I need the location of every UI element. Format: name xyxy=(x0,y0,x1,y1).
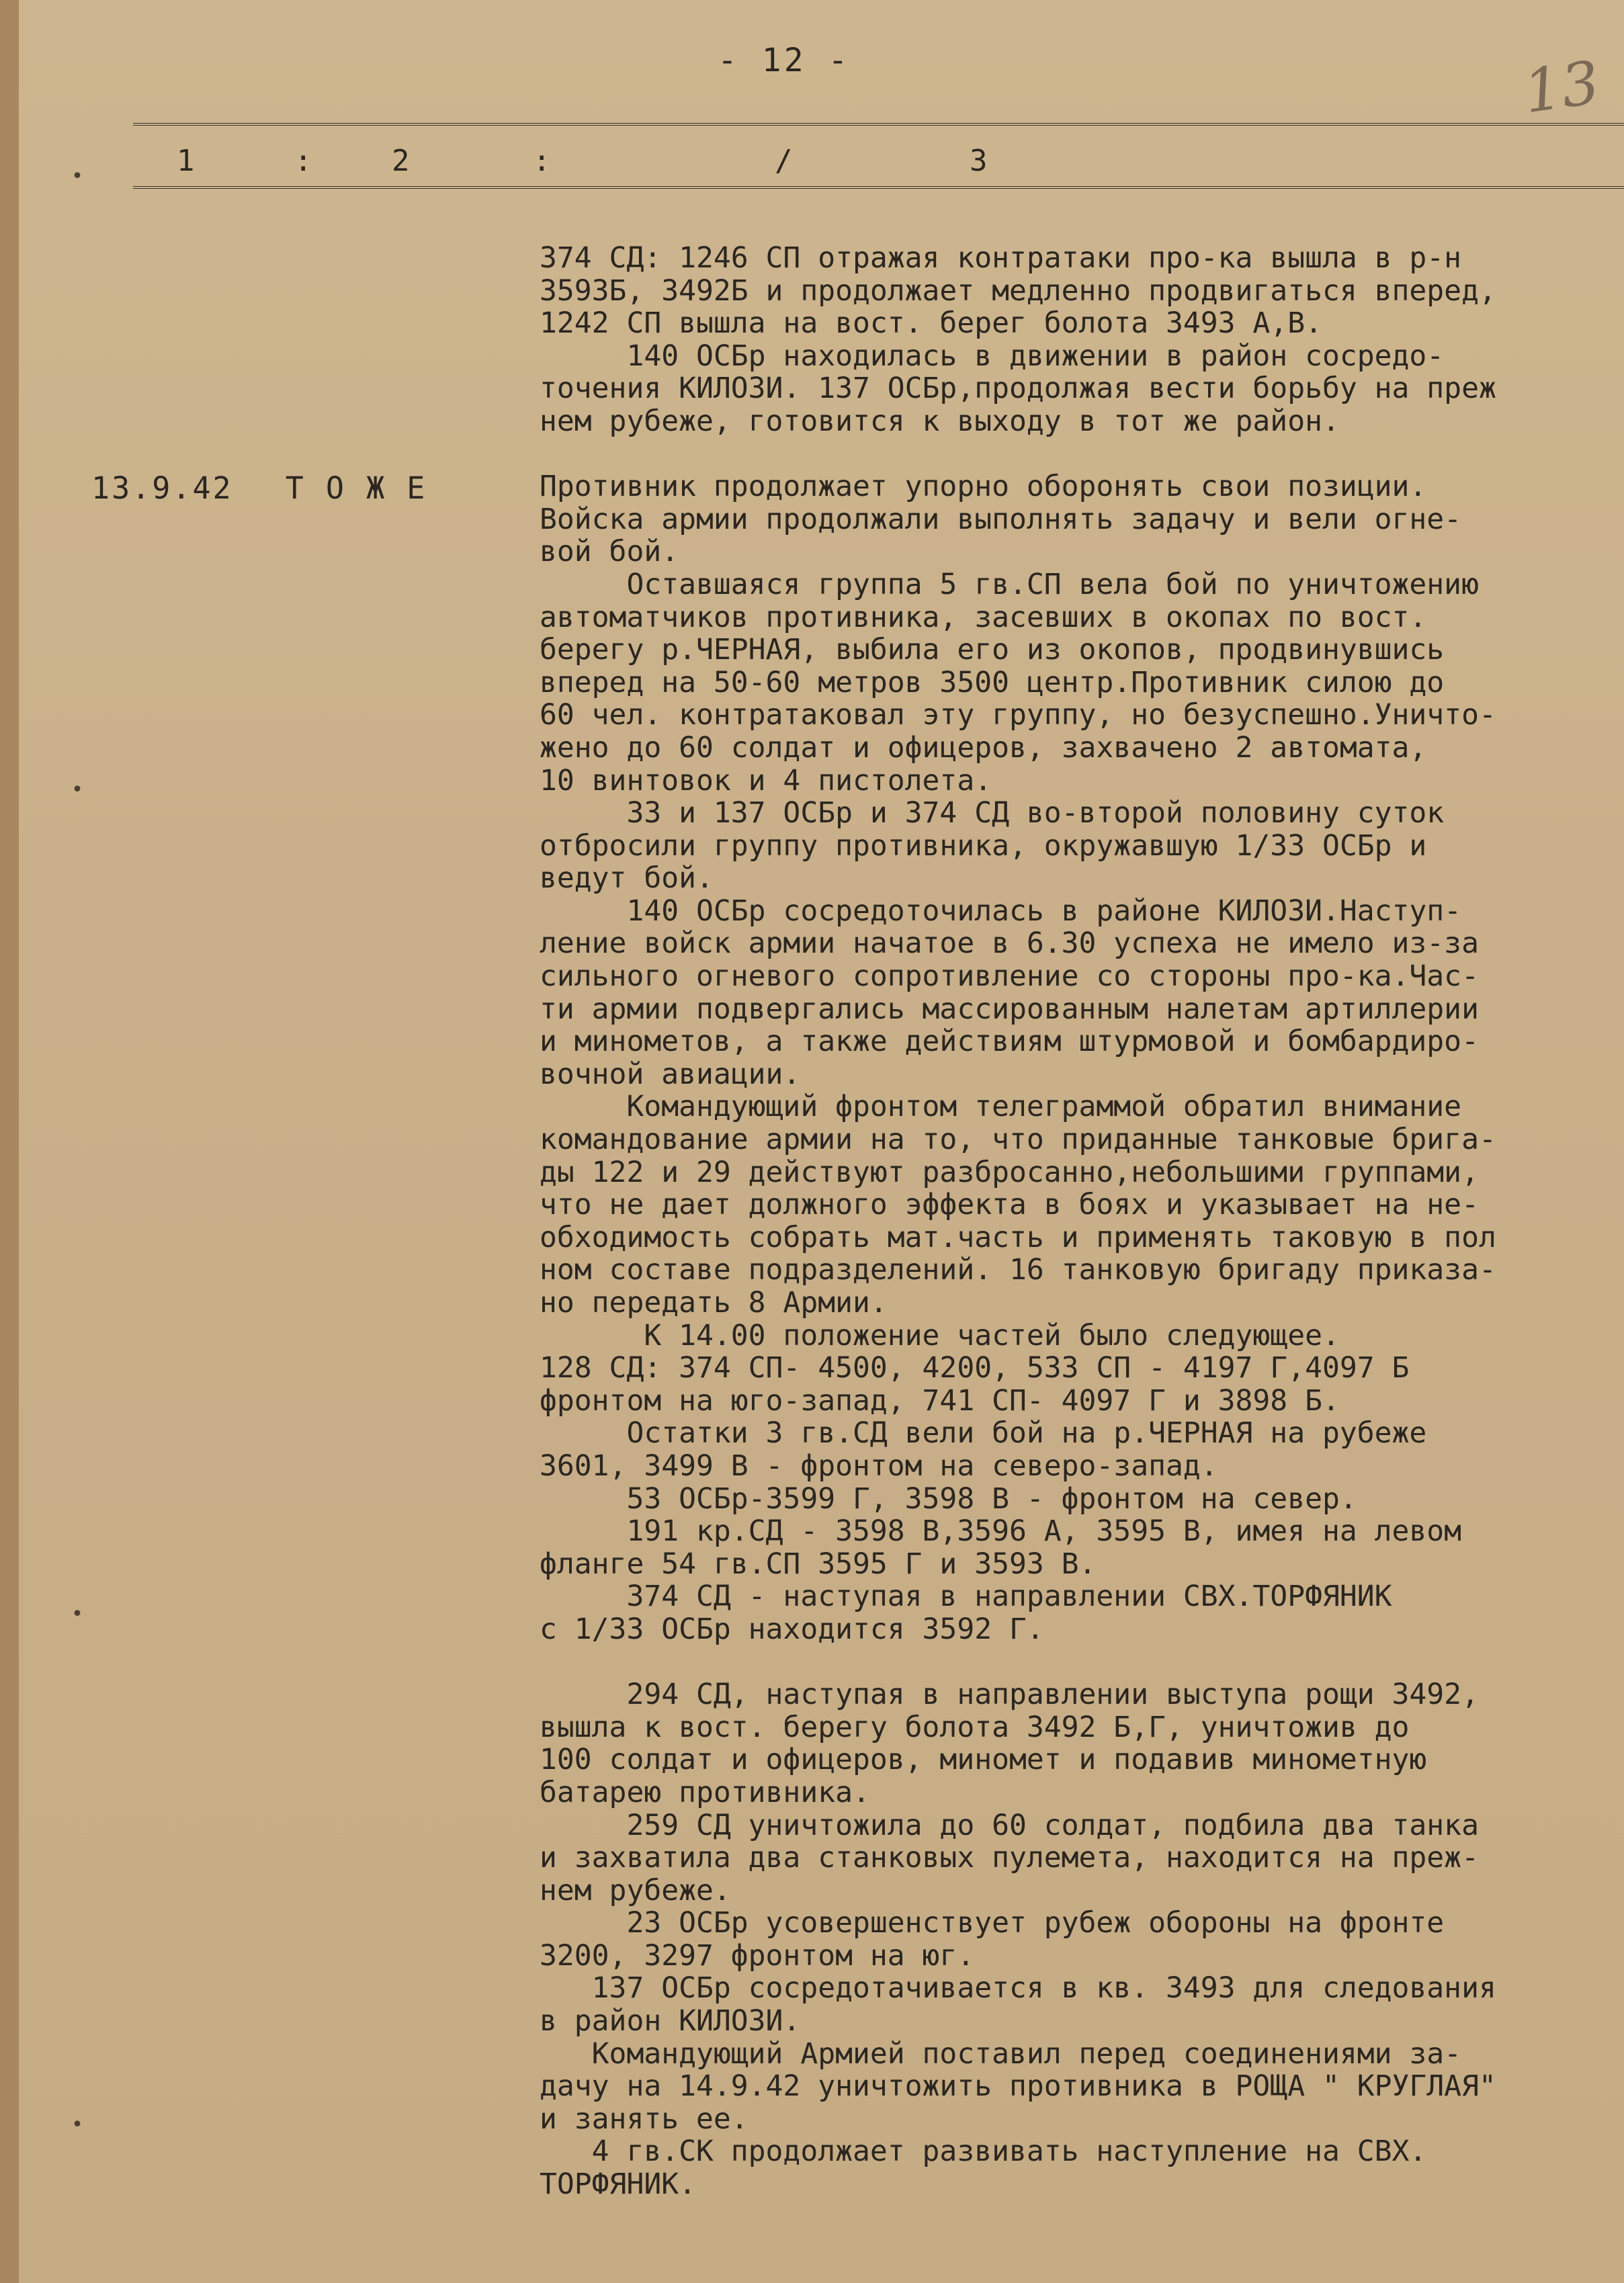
text-line: берегу р.ЧЕРНАЯ, выбила его из окопов, продвинувшись xyxy=(540,633,1445,667)
text-line: 10 винтовок и 4 пистолета. xyxy=(540,763,992,798)
column-tick-mark: / xyxy=(775,144,793,178)
text-line: нем рубеже. xyxy=(540,1873,731,1907)
binding-hole-mark: • xyxy=(71,778,84,802)
text-line: К 14.00 положение частей было следующее. xyxy=(540,1318,1340,1352)
handwritten-folio-number: 13 xyxy=(1519,47,1604,127)
text-line: фронтом на юго-запад, 741 СП- 4097 Г и 3898 Б. xyxy=(540,1383,1340,1418)
text-line: сильного огневого сопротивление со стороны про-ка.Час- xyxy=(540,959,1479,994)
text-line: отбросили группу противника, окружавшую 1/33 ОСБр и xyxy=(540,828,1427,863)
text-line: 3200, 3297 фронтом на юг. xyxy=(540,1938,975,1973)
text-line: 128 СД: 374 СП- 4500, 4200, 533 СП - 4197 Г,4097 Б xyxy=(540,1351,1410,1385)
text-line: Войска армии продолжали выполнять задачу и вели огне- xyxy=(540,502,1462,536)
text-line: и захватила два станковых пулемета, находится на преж- xyxy=(540,1841,1479,1875)
text-line: 3593Б, 3492Б и продолжает медленно продвигаться вперед, xyxy=(540,273,1496,308)
binding-hole-mark: • xyxy=(71,2113,84,2137)
text-line: нем рубеже, готовится к выходу в тот же район. xyxy=(540,404,1340,438)
text-line: но передать 8 Армии. xyxy=(540,1286,888,1320)
binding-hole-mark: • xyxy=(71,1602,84,1626)
text-line: жено до 60 солдат и офицеров, захвачено 2 автомата, xyxy=(540,730,1427,765)
text-line: 33 и 137 ОСБр и 374 СД во-второй половину суток xyxy=(540,796,1445,830)
text-line: Остатки 3 гв.СД вели бой на р.ЧЕРНАЯ на рубеже xyxy=(540,1416,1427,1451)
text-line: дачу на 14.9.42 уничтожить противника в РОЩА " КРУГЛАЯ" xyxy=(540,2069,1496,2104)
text-line xyxy=(540,438,1624,471)
text-line: ном составе подразделений. 16 танковую бригаду приказа- xyxy=(540,1253,1496,1287)
text-line: 23 ОСБр усовершенствует рубеж обороны на фронте xyxy=(540,1906,1445,1940)
text-line: ление войск армии начатое в 6.30 успеха не имело из-за xyxy=(540,927,1479,961)
text-line: ды 122 и 29 действуют разбросанно,небольшими группами, xyxy=(540,1155,1479,1189)
text-line: и занять ее. xyxy=(540,2102,749,2136)
text-line: вочной авиации. xyxy=(540,1057,801,1091)
entry-date-location xyxy=(91,470,427,506)
column-separator: : xyxy=(533,144,551,178)
text-line: 140 ОСБр сосредоточилась в районе КИЛОЗИ.Наступ- xyxy=(540,894,1462,928)
text-line: 374 СД - наступая в направлении СВХ.ТОРФЯНИК xyxy=(540,1580,1392,1614)
text-line: 374 СД: 1246 СП отражая контратаки про-ка вышла в р-н xyxy=(540,241,1462,275)
text-line: ведут бой. xyxy=(540,861,714,896)
text-line: в район КИЛОЗИ. xyxy=(540,2004,801,2038)
text-line xyxy=(540,1646,1624,1679)
text-line: вой бой. xyxy=(540,535,679,569)
binding-hole-mark: • xyxy=(71,165,84,188)
text-line: 4 гв.СК продолжает развивать наступление на СВХ. xyxy=(540,2135,1427,2169)
text-line: 53 ОСБр-3599 Г, 3598 В - фронтом на север. xyxy=(540,1481,1357,1516)
text-line: автоматчиков противника, засевших в окопах по вост. xyxy=(540,600,1427,634)
text-line: точения КИЛОЗИ. 137 ОСБр,продолжая вести борьбу на преж xyxy=(540,372,1496,406)
entry-location: Т О Ж Е xyxy=(285,470,427,506)
text-line: и минометов, а также действиям штурмовой и бомбардиро- xyxy=(540,1025,1479,1059)
text-line: 137 ОСБр сосредотачивается в кв. 3493 для следования xyxy=(540,1971,1496,2006)
text-line: с 1/33 ОСБр находится 3592 Г. xyxy=(540,1612,1044,1646)
text-line: обходимость собрать мат.часть и применять таковую в пол xyxy=(540,1220,1496,1254)
column-separator: : xyxy=(294,144,312,178)
text-line: 1242 СП вышла на вост. берег болота 3493 А,В. xyxy=(540,306,1322,341)
text-line: вышла к вост. берегу болота 3492 Б,Г, уничтожив до xyxy=(540,1710,1410,1744)
text-line: 259 СД уничтожила до 60 солдат, подбила два танка xyxy=(540,1808,1479,1842)
text-line: Оставшаяся группа 5 гв.СП вела бой по уничтожению xyxy=(540,567,1479,601)
text-line: Противник продолжает упорно оборонять свои позиции. xyxy=(540,470,1427,504)
text-line: Командующий Армией поставил перед соединениями за- xyxy=(540,2036,1462,2071)
text-line: фланге 54 гв.СП 3595 Г и 3593 В. xyxy=(540,1547,1097,1581)
text-line: что не дает должного эффекта в боях и указывает на не- xyxy=(540,1188,1479,1222)
column-number-2: 2 xyxy=(392,144,410,178)
text-line: 294 СД, наступая в направлении выступа рощи 3492, xyxy=(540,1678,1479,1712)
text-line: ТОРФЯНИК. xyxy=(540,2167,696,2202)
report-text xyxy=(540,242,1624,2201)
text-line: командование армии на то, что приданные танковые брига- xyxy=(540,1123,1496,1157)
page-number: - 12 - xyxy=(718,42,851,79)
text-line: ти армии подвергались массированным налетам артиллерии xyxy=(540,992,1479,1026)
entry-date: 13.9.42 xyxy=(91,470,233,506)
text-line: 140 ОСБр находилась в движении в район сосредо- xyxy=(540,339,1445,373)
column-number-3: 3 xyxy=(970,144,988,178)
table-header-rule-top xyxy=(133,123,1624,126)
column-number-1: 1 xyxy=(177,144,195,178)
text-line: Командующий фронтом телеграммой обратил внимание xyxy=(540,1090,1462,1124)
table-header-rule-bottom xyxy=(133,186,1624,189)
text-line: 100 солдат и офицеров, миномет и подавив минометную xyxy=(540,1743,1427,1777)
text-line: 3601, 3499 В - фронтом на северо-запад. xyxy=(540,1449,1218,1483)
text-line: 60 чел. контратаковал эту группу, но безуспешно.Уничто- xyxy=(540,698,1496,732)
text-line: батарею противника. xyxy=(540,1775,870,1809)
text-line: 191 кр.СД - 3598 В,3596 А, 3595 В, имея на левом xyxy=(540,1514,1462,1549)
text-line: вперед на 50-60 метров 3500 центр.Противник силою до xyxy=(540,665,1445,699)
